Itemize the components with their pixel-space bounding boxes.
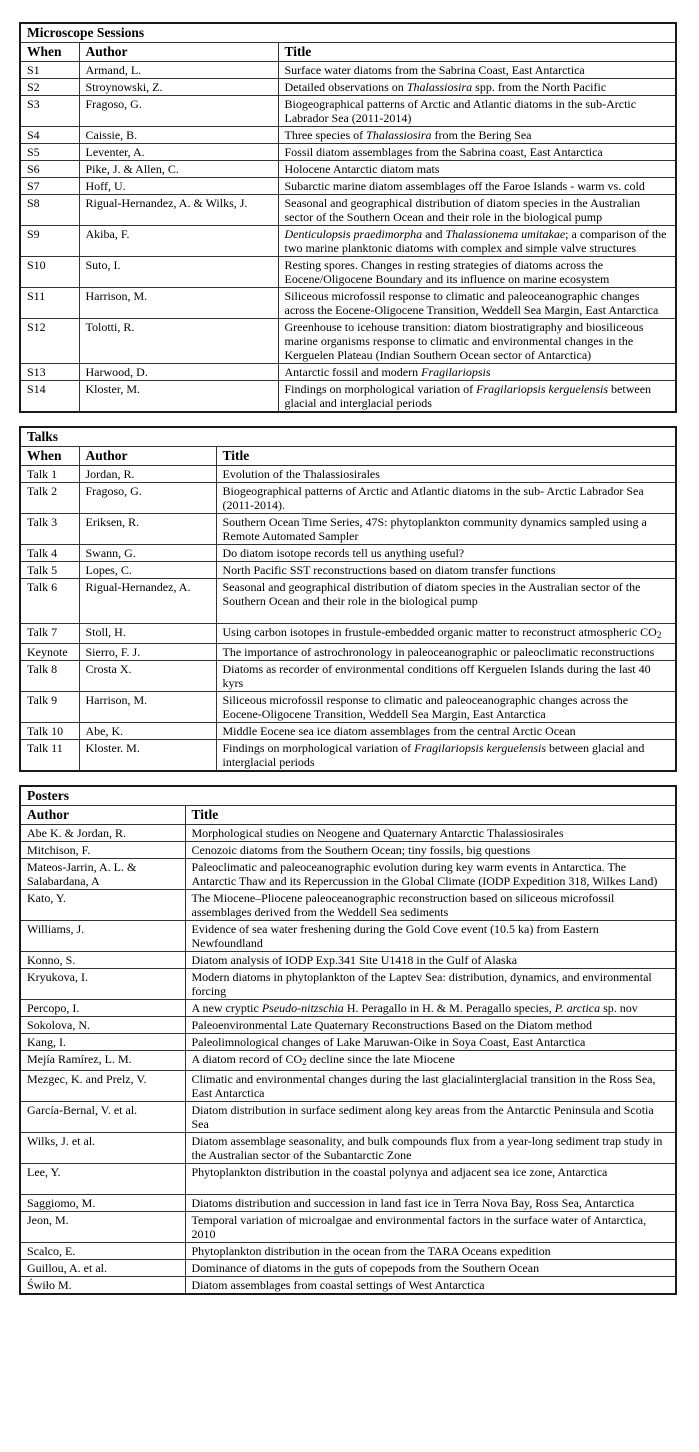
cell-title: The Miocene–Pliocene paleoceanographic reconstruction based on siliceous microfossil assemblages derived from the Weddell Sea sediments	[185, 890, 676, 921]
cell-author: Mejía Ramírez, L. M.	[20, 1051, 185, 1071]
cell-title: Evolution of the Thalassiosirales	[216, 466, 676, 483]
table-row	[20, 1277, 676, 1295]
table-row	[20, 257, 676, 288]
cell-author: Wilks, J. et al.	[20, 1133, 185, 1164]
cell-title: Diatom assemblages from coastal settings of West Antarctica	[185, 1277, 676, 1295]
table-row	[20, 178, 676, 195]
table-row	[20, 644, 676, 661]
cell-title: Siliceous microfossil response to climatic and paleoceanographic changes across the Eocene-Oligocene Transition, Weddell Sea Margin, East Antarctica	[216, 692, 676, 723]
cell-when: Talk 6	[20, 579, 79, 624]
italic-text: Denticulopsis praedimorpha	[284, 227, 423, 241]
table-row	[20, 562, 676, 579]
cell-author: Lopes, C.	[79, 562, 216, 579]
microscope-sessions-rows	[20, 62, 676, 413]
text-segment: sp. nov	[600, 1001, 638, 1015]
cell-title: Resting spores. Changes in resting strategies of diatoms across the Eocene/Oligocene Boundary and its influence on marine ecosystem	[278, 257, 676, 288]
cell-author: Leventer, A.	[79, 144, 278, 161]
cell-when: S14	[20, 381, 79, 413]
cell-title: Temporal variation of microalgae and environmental factors in the surface water of Antarctica, 2010	[185, 1212, 676, 1243]
column-header-title: Title	[216, 447, 676, 466]
cell-title: The importance of astrochronology in paleoceanographic or paleoclimatic reconstructions	[216, 644, 676, 661]
cell-when: S13	[20, 364, 79, 381]
cell-author: Sierro, F. J.	[79, 644, 216, 661]
posters-table	[19, 785, 677, 1295]
cell-when: Talk 4	[20, 545, 79, 562]
cell-when: Keynote	[20, 644, 79, 661]
table-row	[20, 1243, 676, 1260]
cell-author: Saggiomo, M.	[20, 1195, 185, 1212]
table-row	[20, 692, 676, 723]
cell-title: Paleolimnological changes of Lake Maruwan-Oike in Soya Coast, East Antarctica	[185, 1034, 676, 1051]
table-row	[20, 79, 676, 96]
italic-text: Fragilariopsis	[421, 365, 491, 379]
table-row	[20, 969, 676, 1000]
cell-author: Guillou, A. et al.	[20, 1260, 185, 1277]
cell-author: Percopo, I.	[20, 1000, 185, 1017]
text-segment: Detailed observations on	[284, 80, 407, 94]
table-row	[20, 466, 676, 483]
cell-when: S8	[20, 195, 79, 226]
table-row	[20, 859, 676, 890]
cell-title	[185, 1164, 676, 1195]
talks-title: Talks	[20, 427, 676, 447]
talks-table	[19, 426, 677, 772]
italic-text: Thalassionema umitakae	[445, 227, 566, 241]
table-row	[20, 127, 676, 144]
text-segment: Seasonal and geographical distribution of diatom species in the Australian sector of the Southern Ocean and their role in the biological pump	[222, 580, 641, 608]
table-row	[20, 96, 676, 127]
cell-title: Morphological studies on Neogene and Quaternary Antarctic Thalassiosirales	[185, 825, 676, 842]
cell-title: Subarctic marine diatom assemblages off the Faroe Islands - warm vs. cold	[278, 178, 676, 195]
cell-author: Kato, Y.	[20, 890, 185, 921]
table-row	[20, 740, 676, 772]
cell-author: Lee, Y.	[20, 1164, 185, 1195]
cell-title: Holocene Antarctic diatom mats	[278, 161, 676, 178]
cell-title: Biogeographical patterns of Arctic and Atlantic diatoms in the sub- Arctic Labrador Sea (2011-2014).	[216, 483, 676, 514]
cell-title	[216, 740, 676, 772]
table-row	[20, 624, 676, 644]
cell-title	[278, 381, 676, 413]
cell-author: Eriksen, R.	[79, 514, 216, 545]
cell-when: Talk 8	[20, 661, 79, 692]
cell-title	[278, 127, 676, 144]
cell-when: S1	[20, 62, 79, 79]
table-row	[20, 1071, 676, 1102]
italic-text: P. arctica	[554, 1001, 601, 1015]
cell-author: Jordan, R.	[79, 466, 216, 483]
cell-when: S10	[20, 257, 79, 288]
cell-title: Surface water diatoms from the Sabrina Coast, East Antarctica	[278, 62, 676, 79]
cell-author: Harwood, D.	[79, 364, 278, 381]
cell-title	[278, 226, 676, 257]
cell-author: Rigual-Hernandez, A.	[79, 579, 216, 624]
cell-author: Kryukova, I.	[20, 969, 185, 1000]
italic-text: Pseudo-nitzschia	[261, 1001, 344, 1015]
cell-when: Talk 2	[20, 483, 79, 514]
cell-title: Diatoms as recorder of environmental conditions off Kerguelen Islands during the last 40 kyrs	[216, 661, 676, 692]
cell-author: Sokolova, N.	[20, 1017, 185, 1034]
column-header-title: Title	[185, 806, 676, 825]
cell-author: Abe, K.	[79, 723, 216, 740]
subscript-text: 2	[302, 1057, 307, 1067]
cell-author: García-Bernal, V. et al.	[20, 1102, 185, 1133]
cell-author: Fragoso, G.	[79, 96, 278, 127]
table-row	[20, 144, 676, 161]
cell-title: Dominance of diatoms in the guts of copepods from the Southern Ocean	[185, 1260, 676, 1277]
cell-author: Akiba, F.	[79, 226, 278, 257]
table-row	[20, 1164, 676, 1195]
cell-title: Southern Ocean Time Series, 47S: phytoplankton community dynamics sampled using a Remote Automated Sampler	[216, 514, 676, 545]
cell-author: Kloster, M.	[79, 381, 278, 413]
italic-text: Fragilariopsis kerguelensis	[476, 382, 609, 396]
cell-author: Harrison, M.	[79, 692, 216, 723]
text-segment: Using carbon isotopes in frustule-embedded organic matter to reconstruct atmospheric CO	[222, 625, 657, 639]
table-row	[20, 1195, 676, 1212]
cell-when: S6	[20, 161, 79, 178]
cell-when: S2	[20, 79, 79, 96]
cell-title: Paleoenvironmental Late Quaternary Reconstructions Based on the Diatom method	[185, 1017, 676, 1034]
cell-when: S3	[20, 96, 79, 127]
cell-title: Diatom distribution in surface sediment along key areas from the Antarctic Peninsula and Scotia Sea	[185, 1102, 676, 1133]
table-row	[20, 1260, 676, 1277]
column-header-when: When	[20, 447, 79, 466]
cell-author: Stroynowski, Z.	[79, 79, 278, 96]
cell-title	[278, 79, 676, 96]
cell-author: Fragoso, G.	[79, 483, 216, 514]
table-row	[20, 288, 676, 319]
cell-title: Cenozoic diatoms from the Southern Ocean; tiny fossils, big questions	[185, 842, 676, 859]
cell-author: Tolotti, R.	[79, 319, 278, 364]
column-header-author: Author	[79, 43, 278, 62]
cell-author: Mateos-Jarrin, A. L. & Salabardana, A	[20, 859, 185, 890]
text-segment: between glacial and interglacial periods	[284, 382, 652, 410]
cell-when: Talk 10	[20, 723, 79, 740]
cell-title: Diatom assemblage seasonality, and bulk compounds flux from a year-long sediment trap study in the Australian sector of the Subantarctic Zone	[185, 1133, 676, 1164]
cell-title	[185, 1000, 676, 1017]
table-row	[20, 1051, 676, 1071]
table-row	[20, 890, 676, 921]
cell-title: Phytoplankton distribution in the ocean from the TARA Oceans expedition	[185, 1243, 676, 1260]
cell-title	[216, 624, 676, 644]
cell-when: S11	[20, 288, 79, 319]
cell-title: Greenhouse to icehouse transition: diatom biostratigraphy and biosiliceous marine organisms response to climatic and environmental changes in the Kerguelen Plateau (Indian Southern Ocean sector of Antarctica)	[278, 319, 676, 364]
table-title-row	[20, 23, 676, 43]
text-segment: A new cryptic	[191, 1001, 262, 1015]
table-row	[20, 381, 676, 413]
italic-text: Thalassiosira	[366, 128, 432, 142]
column-header-when: When	[20, 43, 79, 62]
cell-when: S12	[20, 319, 79, 364]
cell-title: Siliceous microfossil response to climatic and paleoceanographic changes across the Eocene-Oligocene Transition, Weddell Sea Margin, East Antarctica	[278, 288, 676, 319]
text-segment: Phytoplankton distribution in the coastal polynya and adjacent sea ice zone, Antarctica	[191, 1165, 608, 1179]
cell-when: Talk 11	[20, 740, 79, 772]
text-segment: ; a comparison of the two marine planktonic diatoms with complex and simple valve structures	[284, 227, 667, 255]
cell-title: Modern diatoms in phytoplankton of the Laptev Sea: distribution, dynamics, and environmental forcing	[185, 969, 676, 1000]
cell-author: Scalco, E.	[20, 1243, 185, 1260]
text-segment: H. Peragallo in H. & M. Peragallo species,	[343, 1001, 555, 1015]
table-row	[20, 952, 676, 969]
cell-author: Jeon, M.	[20, 1212, 185, 1243]
text-segment: Findings on morphological variation of	[284, 382, 477, 396]
microscope-sessions-table	[19, 22, 677, 413]
table-row	[20, 1102, 676, 1133]
column-header-row	[20, 43, 676, 62]
cell-author: Pike, J. & Allen, C.	[79, 161, 278, 178]
table-row	[20, 825, 676, 842]
column-header-row	[20, 806, 676, 825]
table-row	[20, 161, 676, 178]
table-row	[20, 545, 676, 562]
cell-author: Kang, I.	[20, 1034, 185, 1051]
cell-author: Crosta X.	[79, 661, 216, 692]
posters-title: Posters	[20, 786, 676, 806]
cell-author: Rigual-Hernandez, A. & Wilks, J.	[79, 195, 278, 226]
cell-when: S5	[20, 144, 79, 161]
text-segment	[192, 1179, 195, 1193]
posters-rows	[20, 825, 676, 1295]
text-segment: between glacial and interglacial periods	[222, 741, 645, 769]
text-segment: Antarctic fossil and modern	[284, 365, 422, 379]
table-row	[20, 1034, 676, 1051]
cell-author: Suto, I.	[79, 257, 278, 288]
text-segment: A diatom record of CO	[191, 1052, 303, 1066]
cell-title	[185, 1051, 676, 1071]
cell-author: Harrison, M.	[79, 288, 278, 319]
cell-title: Seasonal and geographical distribution of diatom species in the Australian sector of the Southern Ocean and their role in the biological pump	[278, 195, 676, 226]
table-row	[20, 723, 676, 740]
table-row	[20, 842, 676, 859]
table-row	[20, 1212, 676, 1243]
text-segment: Three species of	[284, 128, 367, 142]
subscript-text: 2	[656, 630, 662, 640]
column-header-row	[20, 447, 676, 466]
cell-author: Williams, J.	[20, 921, 185, 952]
cell-author: Mitchison, F.	[20, 842, 185, 859]
table-row	[20, 195, 676, 226]
cell-title: Fossil diatom assemblages from the Sabrina coast, East Antarctica	[278, 144, 676, 161]
text-segment: and	[422, 227, 446, 241]
cell-author: Swann, G.	[79, 545, 216, 562]
table-row	[20, 319, 676, 364]
column-header-title: Title	[278, 43, 676, 62]
cell-title: Middle Eocene sea ice diatom assemblages from the central Arctic Ocean	[216, 723, 676, 740]
cell-when: Talk 5	[20, 562, 79, 579]
table-title-row	[20, 786, 676, 806]
table-row	[20, 661, 676, 692]
cell-title: North Pacific SST reconstructions based on diatom transfer functions	[216, 562, 676, 579]
table-row	[20, 483, 676, 514]
cell-author: Hoff, U.	[79, 178, 278, 195]
text-segment	[223, 608, 226, 622]
table-row	[20, 62, 676, 79]
cell-title	[216, 579, 676, 624]
cell-title: Paleoclimatic and paleoceanographic evolution during key warm events in Antarctica. The Antarctic Thaw and its Repercussion in the Global Climate (IODP Expedition 318, Wilkes Land)	[185, 859, 676, 890]
cell-title: Do diatom isotope records tell us anything useful?	[216, 545, 676, 562]
cell-title: Evidence of sea water freshening during the Gold Cove event (10.5 ka) from Eastern Newfoundland	[185, 921, 676, 952]
cell-author: Mezgec, K. and Prelz, V.	[20, 1071, 185, 1102]
cell-author: Świło M.	[20, 1277, 185, 1295]
talks-rows	[20, 466, 676, 772]
table-row	[20, 1000, 676, 1017]
text-segment: from the Bering Sea	[431, 128, 532, 142]
microscope-sessions-title: Microscope Sessions	[20, 23, 676, 43]
cell-when: S9	[20, 226, 79, 257]
table-title-row	[20, 427, 676, 447]
table-row	[20, 1017, 676, 1034]
table-row	[20, 364, 676, 381]
text-segment: decline since the late Miocene	[306, 1052, 455, 1066]
cell-when: Talk 1	[20, 466, 79, 483]
cell-when: Talk 9	[20, 692, 79, 723]
cell-title: Climatic and environmental changes during the last glacialinterglacial transition in the Ross Sea, East Antarctica	[185, 1071, 676, 1102]
cell-when: S4	[20, 127, 79, 144]
cell-when: Talk 7	[20, 624, 79, 644]
table-row	[20, 514, 676, 545]
table-row	[20, 921, 676, 952]
column-header-author: Author	[79, 447, 216, 466]
table-row	[20, 579, 676, 624]
cell-title: Diatom analysis of IODP Exp.341 Site U1418 in the Gulf of Alaska	[185, 952, 676, 969]
italic-text: Fragilariopsis kerguelensis	[414, 741, 547, 755]
column-header-author: Author	[20, 806, 185, 825]
table-row	[20, 226, 676, 257]
cell-author: Stoll, H.	[79, 624, 216, 644]
cell-when: S7	[20, 178, 79, 195]
text-segment: spp. from the North Pacific	[472, 80, 607, 94]
cell-author: Kloster. M.	[79, 740, 216, 772]
cell-title: Diatoms distribution and succession in land fast ice in Terra Nova Bay, Ross Sea, Antarctica	[185, 1195, 676, 1212]
cell-author: Abe K. & Jordan, R.	[20, 825, 185, 842]
cell-title	[278, 364, 676, 381]
cell-author: Konno, S.	[20, 952, 185, 969]
cell-when: Talk 3	[20, 514, 79, 545]
text-segment: Findings on morphological variation of	[222, 741, 415, 755]
cell-author: Armand, L.	[79, 62, 278, 79]
cell-title: Biogeographical patterns of Arctic and Atlantic diatoms in the sub-Arctic Labrador Sea (2011-2014)	[278, 96, 676, 127]
italic-text: Thalassiosira	[406, 80, 473, 94]
cell-author: Caissie, B.	[79, 127, 278, 144]
table-row	[20, 1133, 676, 1164]
